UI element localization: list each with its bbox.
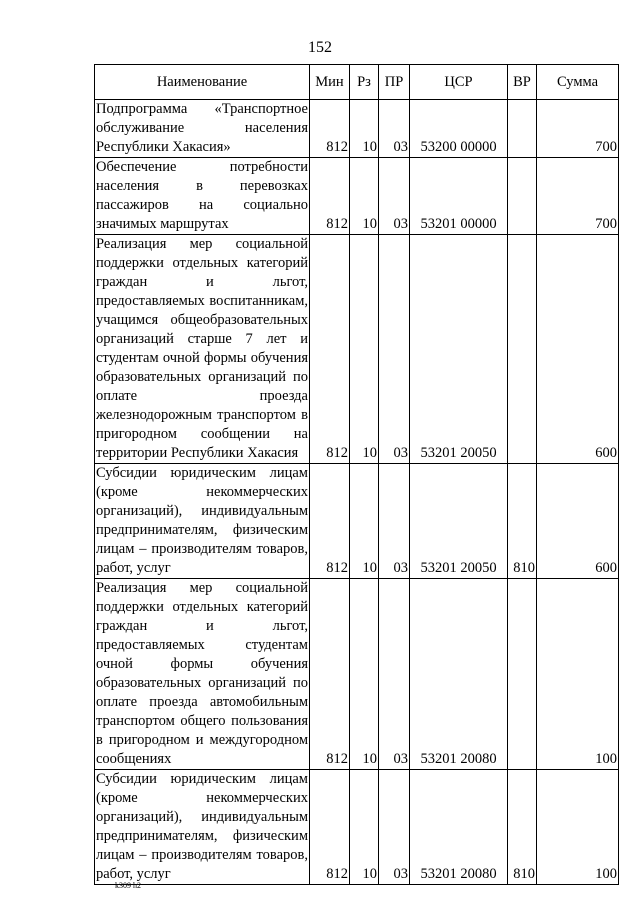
row-name: Субсидии юридическим лицам (кроме некоммерческих организаций), индивидуальным предпринимателям, физическим лицам – производителям товаров, работ, услуг <box>95 464 310 579</box>
row-pr: 03 <box>379 100 410 158</box>
row-rz: 10 <box>350 464 379 579</box>
footer-code: k309 h2 <box>115 881 141 890</box>
row-min: 812 <box>310 100 350 158</box>
row-sum: 600 <box>537 235 619 464</box>
row-vr: 810 <box>508 464 537 579</box>
row-csr: 53201 20050 <box>410 464 508 579</box>
row-pr: 03 <box>379 158 410 235</box>
page-number: 152 <box>308 39 332 56</box>
row-vr: 810 <box>508 770 537 885</box>
table-row <box>95 579 619 770</box>
row-sum: 100 <box>537 579 619 770</box>
row-sum: 600 <box>537 464 619 579</box>
row-rz: 10 <box>350 579 379 770</box>
row-rz: 10 <box>350 235 379 464</box>
row-csr: 53200 00000 <box>410 100 508 158</box>
header-pr: ПР <box>379 65 410 100</box>
row-name: Реализация мер социальной поддержки отдельных категорий граждан и льгот, предоставляемых студентам очной формы обучения образовательных организаций по оплате проезда автомобильным транспортом общего пользования в пригородном и междугородном сообщениях <box>95 579 310 770</box>
row-vr <box>508 579 537 770</box>
row-rz: 10 <box>350 770 379 885</box>
budget-table <box>94 64 619 885</box>
header-csr: ЦСР <box>410 65 508 100</box>
row-name: Обеспечение потребности населения в перевозках пассажиров на социально значимых маршрутах <box>95 158 310 235</box>
table-row <box>95 770 619 885</box>
row-vr <box>508 158 537 235</box>
table-row <box>95 235 619 464</box>
row-name: Подпрограмма «Транспортное обслуживание населения Республики Хакасия» <box>95 100 310 158</box>
header-vr: ВР <box>508 65 537 100</box>
row-sum: 700 <box>537 100 619 158</box>
row-min: 812 <box>310 158 350 235</box>
row-pr: 03 <box>379 464 410 579</box>
table-row <box>95 100 619 158</box>
header-sum: Сумма <box>537 65 619 100</box>
row-sum: 700 <box>537 158 619 235</box>
row-sum: 100 <box>537 770 619 885</box>
table-header-row <box>95 65 619 100</box>
row-name: Реализация мер социальной поддержки отдельных категорий граждан и льгот, предоставляемых воспитанникам, учащимся общеобразовательных организаций старше 7 лет и студентам очной формы обучения образовательных организаций по оплате проезда железнодорожным транспортом в пригородном сообщении на территории Республики Хакасия <box>95 235 310 464</box>
header-name: Наименование <box>95 65 310 100</box>
row-min: 812 <box>310 464 350 579</box>
header-rz: Рз <box>350 65 379 100</box>
row-vr <box>508 235 537 464</box>
row-pr: 03 <box>379 235 410 464</box>
row-csr: 53201 20080 <box>410 770 508 885</box>
row-rz: 10 <box>350 158 379 235</box>
row-name: Субсидии юридическим лицам (кроме некоммерческих организаций), индивидуальным предпринимателям, физическим лицам – производителям товаров, работ, услуг <box>95 770 310 885</box>
row-min: 812 <box>310 579 350 770</box>
row-min: 812 <box>310 770 350 885</box>
row-csr: 53201 00000 <box>410 158 508 235</box>
row-csr: 53201 20080 <box>410 579 508 770</box>
row-csr: 53201 20050 <box>410 235 508 464</box>
row-rz: 10 <box>350 100 379 158</box>
row-pr: 03 <box>379 770 410 885</box>
row-vr <box>508 100 537 158</box>
table-row <box>95 158 619 235</box>
table-row <box>95 464 619 579</box>
header-min: Мин <box>310 65 350 100</box>
row-min: 812 <box>310 235 350 464</box>
row-pr: 03 <box>379 579 410 770</box>
